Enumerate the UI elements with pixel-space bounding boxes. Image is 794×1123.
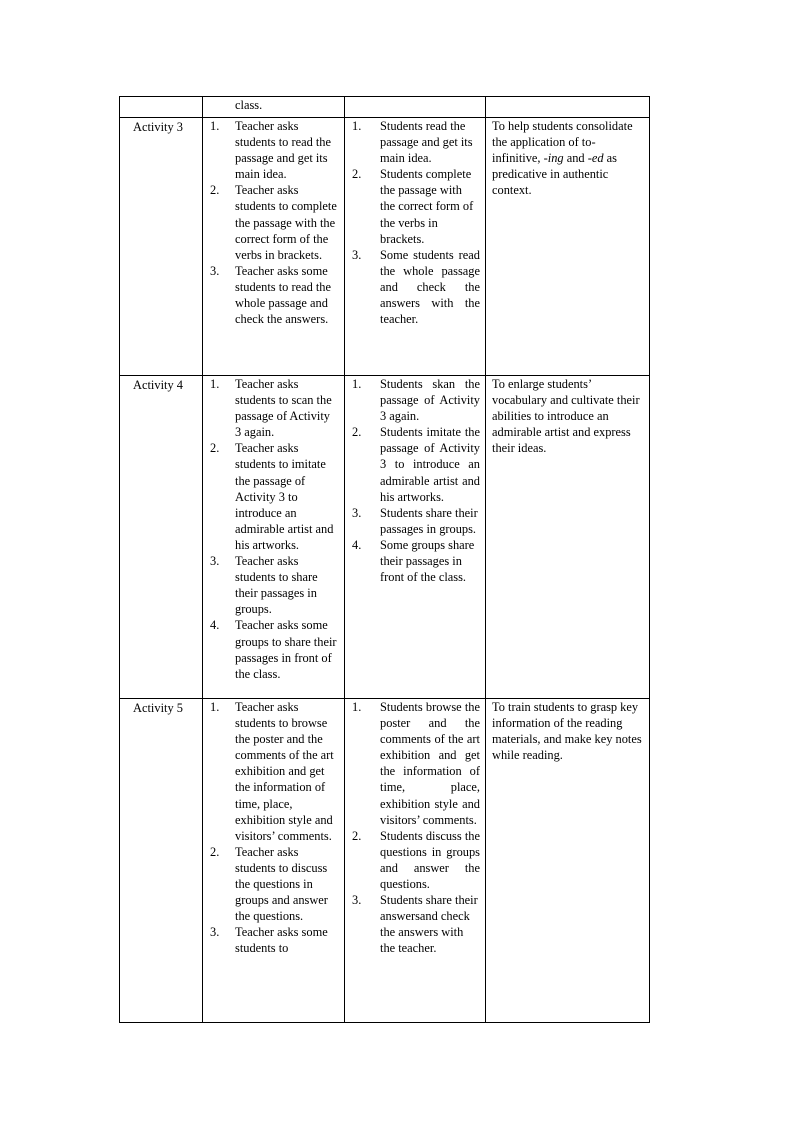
activity-label: Activity 5 bbox=[120, 699, 203, 1023]
student-activity-cell bbox=[345, 118, 486, 376]
list-item: 1. Teacher asks students to read the passage and get its main idea. bbox=[210, 119, 332, 182]
list-item: 2. Teacher asks students to complete the passage with the correct form of the verbs in brackets. bbox=[210, 183, 337, 262]
list-item: 3. Teacher asks students to share their passages in groups. bbox=[210, 554, 318, 617]
continued-text: class. bbox=[235, 98, 263, 112]
list-item: 1. Students read the passage and get its main idea. bbox=[352, 119, 473, 166]
table-row-activity-5 bbox=[120, 699, 650, 1023]
list-item: 3. Teacher asks some students to read the whole passage and check the answers. bbox=[210, 263, 332, 327]
lesson-plan-table bbox=[119, 96, 650, 1023]
list-item: 3. Some students read the whole passage and check the answers with the teacher. bbox=[352, 247, 480, 327]
table-row-continued bbox=[120, 97, 650, 118]
activity-cell bbox=[120, 97, 203, 118]
list-item: 1. Teacher asks students to browse the poster and the comments of the art exhibition and get the information of time, place, exhibition style and visitors’ comments. bbox=[210, 700, 334, 843]
list-item: 2. Students discuss the questions in groups and answer the questions. bbox=[352, 828, 480, 892]
objective-cell bbox=[486, 97, 650, 118]
activity-label: Activity 4 bbox=[120, 376, 203, 699]
objective-cell: To help students consolidate the application of to-infinitive, -ing and -ed as predicative in authentic context. bbox=[486, 118, 650, 376]
list-item: 4. Some groups share their passages in front of the class. bbox=[352, 537, 475, 585]
table-row-activity-4 bbox=[120, 376, 650, 699]
list-item: 2. Students complete the passage with the correct form of the verbs in brackets. bbox=[352, 167, 474, 246]
student-activity-cell bbox=[345, 699, 486, 1023]
student-activity-cell bbox=[345, 97, 486, 118]
activity-label: Activity 3 bbox=[120, 118, 203, 376]
table-row-activity-3 bbox=[120, 118, 650, 376]
list-item: 3. Students share their passages in groups. bbox=[352, 505, 478, 536]
teacher-activity-cell bbox=[203, 118, 345, 376]
student-activity-cell bbox=[345, 376, 486, 699]
list-item: 2. Teacher asks students to discuss the questions in groups and answer the questions. bbox=[210, 844, 328, 924]
objective-cell: To train students to grasp key information of the reading materials, and make key notes while reading. bbox=[486, 699, 650, 1023]
list-item: 1. Teacher asks students to scan the passage of Activity 3 again. bbox=[210, 377, 332, 440]
teacher-activity-cell bbox=[203, 376, 345, 699]
list-item: 2. Students imitate the passage of Activity 3 to introduce an admirable artist and his artworks. bbox=[352, 425, 480, 504]
list-item: 1. Students browse the poster and the comments of the art exhibition and get the information of time, place, exhibition style and visitors’ comments. bbox=[352, 700, 480, 827]
teacher-activity-cell bbox=[203, 699, 345, 1023]
list-item: 4. Teacher asks some groups to share their passages in front of the class. bbox=[210, 618, 337, 681]
list-item: 1. Students skan the passage of Activity 3 again. bbox=[352, 377, 480, 424]
list-item: 2. Teacher asks students to imitate the passage of Activity 3 to introduce an admirable artist and his artworks. bbox=[210, 441, 334, 552]
objective-cell: To enlarge students’ vocabulary and cultivate their abilities to introduce an admirable artist and express their ideas. bbox=[486, 376, 650, 699]
list-item: 3. Teacher asks some students to bbox=[210, 925, 328, 956]
list-item: 3. Students share their answersand check the answers with the teacher. bbox=[352, 893, 478, 956]
teacher-activity-cell bbox=[203, 97, 345, 118]
